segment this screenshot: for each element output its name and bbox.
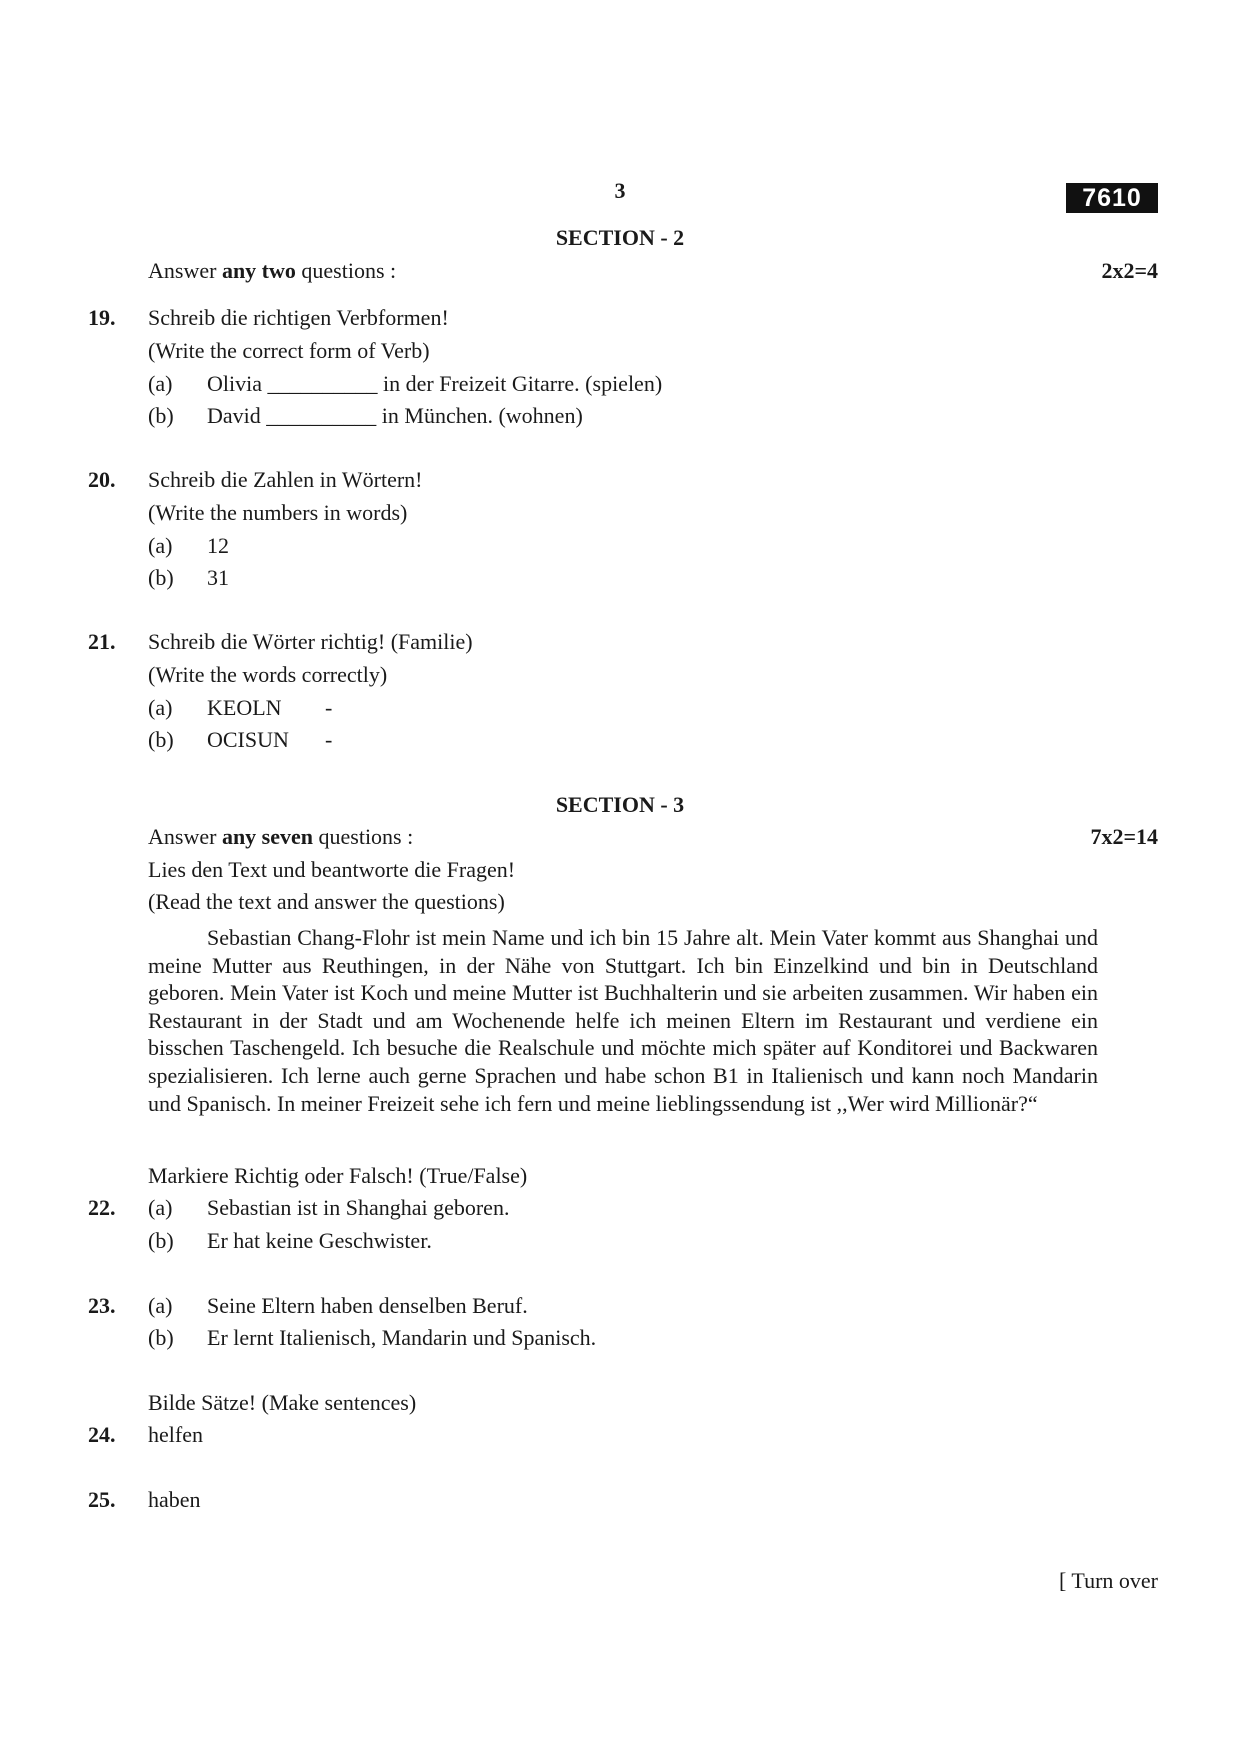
instruction-bold-text: any two bbox=[221, 258, 296, 283]
question-text: Schreib die richtigen Verbformen! bbox=[148, 305, 449, 330]
part-label: (b) bbox=[148, 403, 174, 428]
section-3-title: SECTION - 3 bbox=[555, 792, 685, 817]
part-label: (a) bbox=[148, 371, 173, 396]
part-label: (b) bbox=[148, 565, 174, 590]
part-label: (b) bbox=[148, 727, 174, 752]
question-text: helfen bbox=[148, 1422, 203, 1447]
question-number: 24. bbox=[88, 1422, 116, 1447]
reading-passage: Sebastian Chang-Flohr ist mein Name und ich bin 15 Jahre alt. Mein Vater kommt aus Shanghai und meine Mutter aus Reuthingen, in der Nähe von Stuttgart. Ich bin Einzelkind und bin in Deutschland geboren. Mein Vater ist Koch und meine Mutter ist Buchhalterin und sie arbeiten zusammen. Wir haben ein Restaurant in der Stadt und am Wochenende helfe ich meinen Eltern im Restaurant und verdiene ein bisschen Taschengeld. Ich besuche die Realschule und möchte mich später auf Konditorei und Backwaren spezialisieren. Ich lerne auch gerne Sprachen und habe schon B1 in Italienisch und kann noch Mandarin und Spanisch. In meiner Freizeit sehe ich fern und meine lieblingssendung ist ,,Wer wird Millionär?“ bbox=[148, 925, 1098, 1116]
part-text: KEOLN bbox=[207, 695, 282, 720]
section-3-marks: 7x2=14 bbox=[1090, 824, 1158, 849]
question-text: Schreib die Wörter richtig! (Familie) bbox=[148, 629, 473, 654]
question-text: Schreib die Zahlen in Wörtern! bbox=[148, 467, 423, 492]
part-dash: - bbox=[325, 695, 333, 720]
instruction-bold-text: any seven bbox=[221, 824, 313, 849]
question-translation: (Write the words correctly) bbox=[148, 662, 388, 687]
true-false-instruction: Markiere Richtig oder Falsch! (True/False) bbox=[148, 1163, 528, 1188]
section-2-instruction bbox=[148, 258, 396, 284]
question-translation: (Write the correct form of Verb) bbox=[148, 338, 430, 363]
part-text: 12 bbox=[207, 533, 229, 558]
part-label: (a) bbox=[148, 695, 173, 720]
paper-code-badge: 7610 bbox=[1066, 183, 1158, 213]
part-label: (a) bbox=[148, 533, 173, 558]
page-number: 3 bbox=[614, 178, 626, 203]
instruction-text: Answer bbox=[148, 824, 222, 849]
part-label: (a) bbox=[148, 1293, 173, 1318]
part-text: Sebastian ist in Shanghai geboren. bbox=[207, 1195, 510, 1220]
section-2-marks: 2x2=4 bbox=[1101, 258, 1158, 283]
part-text: 31 bbox=[207, 565, 229, 590]
section-2-title: SECTION - 2 bbox=[555, 225, 685, 250]
part-text: Olivia __________ in der Freizeit Gitarre. (spielen) bbox=[207, 371, 663, 396]
instruction-text: Answer bbox=[148, 258, 222, 283]
part-label: (a) bbox=[148, 1195, 173, 1220]
turn-over-note: [ Turn over bbox=[1058, 1568, 1158, 1593]
part-dash: - bbox=[325, 727, 333, 752]
part-text: Er hat keine Geschwister. bbox=[207, 1228, 432, 1253]
question-number: 25. bbox=[88, 1487, 116, 1512]
instruction-text: questions : bbox=[295, 258, 397, 283]
question-number: 23. bbox=[88, 1293, 116, 1318]
sentence-instruction: Bilde Sätze! (Make sentences) bbox=[148, 1390, 417, 1415]
question-number: 20. bbox=[88, 467, 116, 492]
question-text: haben bbox=[148, 1487, 201, 1512]
part-text: Seine Eltern haben denselben Beruf. bbox=[207, 1293, 528, 1318]
instruction-text: questions : bbox=[313, 824, 414, 849]
part-label: (b) bbox=[148, 1228, 174, 1253]
part-label: (b) bbox=[148, 1325, 174, 1350]
reading-translation: (Read the text and answer the questions) bbox=[148, 889, 505, 914]
reading-instruction: Lies den Text und beantworte die Fragen! bbox=[148, 857, 516, 882]
part-text: OCISUN bbox=[207, 727, 289, 752]
section-3-instruction bbox=[148, 824, 413, 850]
question-number: 22. bbox=[88, 1195, 116, 1220]
question-translation: (Write the numbers in words) bbox=[148, 500, 408, 525]
part-text: David __________ in München. (wohnen) bbox=[207, 403, 583, 428]
part-text: Er lernt Italienisch, Mandarin und Spanisch. bbox=[207, 1325, 597, 1350]
question-number: 21. bbox=[88, 629, 116, 654]
question-number: 19. bbox=[88, 305, 116, 330]
